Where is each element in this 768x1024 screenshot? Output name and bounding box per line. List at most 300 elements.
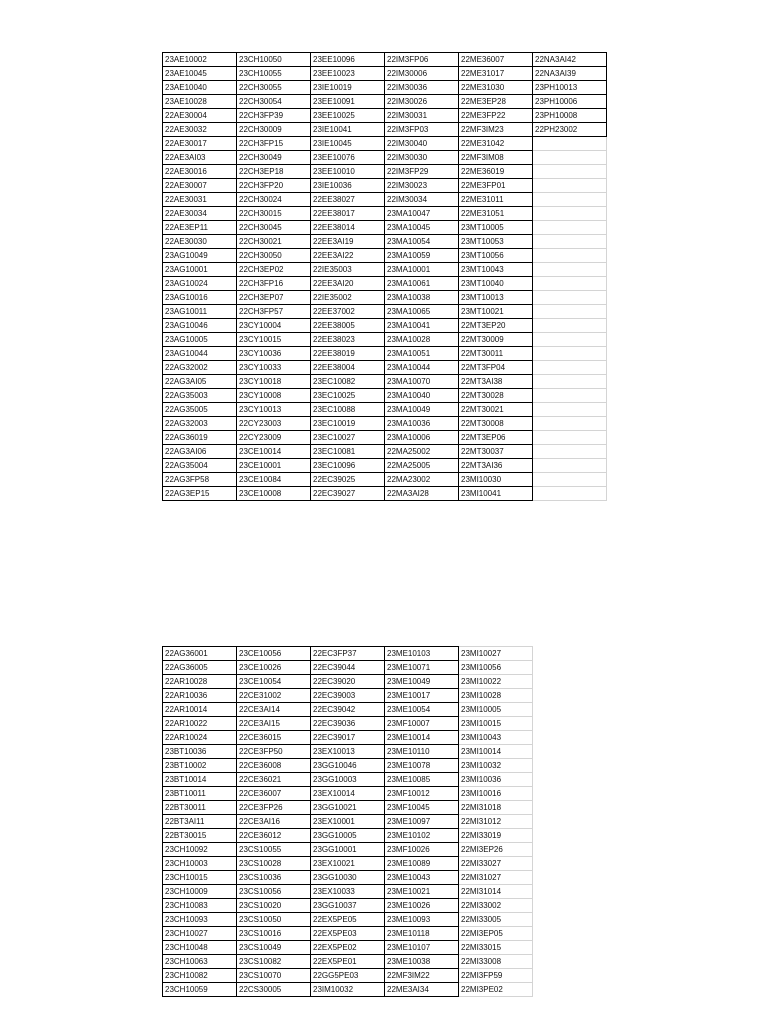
- table-row: [163, 403, 607, 417]
- table-cell: [533, 417, 607, 431]
- table-cell: 23AE10045: [163, 67, 237, 81]
- table-cell: 23IE10045: [311, 137, 385, 151]
- table-cell: 23MI10027: [459, 647, 533, 661]
- roll-number-table-2: [162, 646, 533, 997]
- table-cell: 23CY10008: [237, 389, 311, 403]
- table-cell: 22MF3IM22: [385, 969, 459, 983]
- table-cell: 22AE30007: [163, 179, 237, 193]
- table-cell: 22MT30011: [459, 347, 533, 361]
- table-cell: 22MI33005: [459, 913, 533, 927]
- table-row: [163, 95, 607, 109]
- table-cell: 22CY23003: [237, 417, 311, 431]
- table-cell: 23MA10045: [385, 221, 459, 235]
- table-row: [163, 459, 607, 473]
- table-cell: 22EC39042: [311, 703, 385, 717]
- table-cell: [533, 403, 607, 417]
- table-cell: 22CE36007: [237, 787, 311, 801]
- table-cell: 22EX5PE03: [311, 927, 385, 941]
- table-cell: 22ME3AI34: [385, 983, 459, 997]
- table-cell: 22CH3FP15: [237, 137, 311, 151]
- table-row: [163, 899, 533, 913]
- table-cell: 23CH10055: [237, 67, 311, 81]
- table-cell: [533, 487, 607, 501]
- table-cell: 23MA10006: [385, 431, 459, 445]
- table-cell: 23CE10054: [237, 675, 311, 689]
- table-cell: 23MI10032: [459, 759, 533, 773]
- table-cell: 22CE3AI14: [237, 703, 311, 717]
- table-cell: 23MT10053: [459, 235, 533, 249]
- table-cell: 22MI33027: [459, 857, 533, 871]
- table-cell: 22IM30006: [385, 67, 459, 81]
- table-cell: 22AG32002: [163, 361, 237, 375]
- table-row: [163, 445, 607, 459]
- table-cell: 22CE31002: [237, 689, 311, 703]
- table-cell: 22AG36019: [163, 431, 237, 445]
- table-cell: 22MA3AI28: [385, 487, 459, 501]
- table-row: [163, 885, 533, 899]
- table-cell: 23IE10036: [311, 179, 385, 193]
- roll-number-table-1: [162, 52, 607, 501]
- table-cell: [533, 207, 607, 221]
- table-cell: 22AG3AI06: [163, 445, 237, 459]
- table-cell: 22IE35003: [311, 263, 385, 277]
- table-cell: 22CH3FP16: [237, 277, 311, 291]
- table-cell: 23MF10026: [385, 843, 459, 857]
- table-row: [163, 431, 607, 445]
- table-cell: 22AR10014: [163, 703, 237, 717]
- table-cell: 22CE3AI16: [237, 815, 311, 829]
- table-cell: [533, 445, 607, 459]
- table-cell: 22CH3EP07: [237, 291, 311, 305]
- table-row: [163, 81, 607, 95]
- table-cell: 23PH10008: [533, 109, 607, 123]
- table-cell: [533, 375, 607, 389]
- table-cell: 23MA10049: [385, 403, 459, 417]
- table-cell: 22EE38027: [311, 193, 385, 207]
- table-cell: [533, 473, 607, 487]
- table-cell: 22ME3FP01: [459, 179, 533, 193]
- table-cell: 23MA10040: [385, 389, 459, 403]
- table-cell: 23CH10009: [163, 885, 237, 899]
- table-row: [163, 843, 533, 857]
- table-cell: 23AG10016: [163, 291, 237, 305]
- table-cell: 23ME10043: [385, 871, 459, 885]
- table-cell: 23AE10002: [163, 53, 237, 67]
- table-cell: 23ME10085: [385, 773, 459, 787]
- table-cell: 22EC39027: [311, 487, 385, 501]
- table-cell: 22MI3EP05: [459, 927, 533, 941]
- table-cell: 23MF10045: [385, 801, 459, 815]
- table-cell: 22AG35005: [163, 403, 237, 417]
- table-cell: [533, 277, 607, 291]
- table-row: [163, 787, 533, 801]
- table-row: [163, 487, 607, 501]
- table-cell: 23EX10033: [311, 885, 385, 899]
- table-row: [163, 983, 533, 997]
- table-row: [163, 941, 533, 955]
- table-cell: 22BT30015: [163, 829, 237, 843]
- table-cell: 22IM30026: [385, 95, 459, 109]
- table-cell: 22CE36021: [237, 773, 311, 787]
- table-cell: 22CE3AI15: [237, 717, 311, 731]
- table-row: [163, 417, 607, 431]
- table-row: [163, 689, 533, 703]
- table-cell: 22EE38004: [311, 361, 385, 375]
- table-cell: 22IM3FP03: [385, 123, 459, 137]
- table-cell: 23CH10092: [163, 843, 237, 857]
- table-cell: 23MA10038: [385, 291, 459, 305]
- table-cell: 22AR10022: [163, 717, 237, 731]
- table-cell: 22EE38014: [311, 221, 385, 235]
- table-row: [163, 347, 607, 361]
- table-cell: 22IM30031: [385, 109, 459, 123]
- table-cell: 23AG10049: [163, 249, 237, 263]
- table-cell: [533, 165, 607, 179]
- table-cell: [533, 137, 607, 151]
- table-cell: 23CY10004: [237, 319, 311, 333]
- table-cell: 22EE37002: [311, 305, 385, 319]
- table-cell: 22MI33019: [459, 829, 533, 843]
- table-cell: 23CH10063: [163, 955, 237, 969]
- table-cell: [533, 431, 607, 445]
- table-cell: [533, 235, 607, 249]
- table-cell: 22NA3AI42: [533, 53, 607, 67]
- table-cell: 22EX5PE05: [311, 913, 385, 927]
- table-row: [163, 193, 607, 207]
- table-cell: 23PH10006: [533, 95, 607, 109]
- table-cell: 23GG10037: [311, 899, 385, 913]
- table-cell: 22EC39036: [311, 717, 385, 731]
- table-cell: 23CY10013: [237, 403, 311, 417]
- table-cell: 22MI3EP26: [459, 843, 533, 857]
- table-cell: 23CE10014: [237, 445, 311, 459]
- table-cell: 23MA10001: [385, 263, 459, 277]
- table-cell: 22AR10036: [163, 689, 237, 703]
- table-row: [163, 249, 607, 263]
- table-cell: 23IE10019: [311, 81, 385, 95]
- table-cell: 23MF10012: [385, 787, 459, 801]
- table-cell: 23CE10084: [237, 473, 311, 487]
- table-cell: 23EX10001: [311, 815, 385, 829]
- table-cell: [533, 291, 607, 305]
- table-cell: 23AG10005: [163, 333, 237, 347]
- table-cell: 22EE38019: [311, 347, 385, 361]
- table-cell: 23PH10013: [533, 81, 607, 95]
- table-row: [163, 927, 533, 941]
- table-row: [163, 745, 533, 759]
- table-cell: 22CH30050: [237, 249, 311, 263]
- table-cell: 22CH3EP02: [237, 263, 311, 277]
- table-cell: 23MT10043: [459, 263, 533, 277]
- table-cell: 22MF3IM08: [459, 151, 533, 165]
- table-row: [163, 235, 607, 249]
- table-cell: 23MA10047: [385, 207, 459, 221]
- table-cell: 23AE10040: [163, 81, 237, 95]
- table-row: [163, 389, 607, 403]
- table-cell: 22BT30011: [163, 801, 237, 815]
- table-cell: 22IM30030: [385, 151, 459, 165]
- table-cell: 22AG3EP15: [163, 487, 237, 501]
- table-cell: 23EE10076: [311, 151, 385, 165]
- table-cell: 23MA10059: [385, 249, 459, 263]
- table-cell: 22AE30030: [163, 235, 237, 249]
- table-cell: 22CH30049: [237, 151, 311, 165]
- table-cell: 23EC10082: [311, 375, 385, 389]
- table-cell: 23MI10016: [459, 787, 533, 801]
- table-cell: 22IM30036: [385, 81, 459, 95]
- table-cell: 22MT3EP20: [459, 319, 533, 333]
- table-row: [163, 969, 533, 983]
- table-cell: 22CH30009: [237, 123, 311, 137]
- table-cell: 22ME3FP22: [459, 109, 533, 123]
- table-cell: 23CS10055: [237, 843, 311, 857]
- table-cell: 23GG10005: [311, 829, 385, 843]
- table-row: [163, 473, 607, 487]
- table-row: [163, 109, 607, 123]
- table-cell: 22CH30021: [237, 235, 311, 249]
- table-cell: 23GG10001: [311, 843, 385, 857]
- table-cell: 23CS10016: [237, 927, 311, 941]
- table-cell: 23IM10032: [311, 983, 385, 997]
- table-cell: 23MI10005: [459, 703, 533, 717]
- table-cell: 23MI10041: [459, 487, 533, 501]
- table-cell: 22EE38017: [311, 207, 385, 221]
- table-cell: 23CS10036: [237, 871, 311, 885]
- table-row: [163, 319, 607, 333]
- table-cell: 22MI31018: [459, 801, 533, 815]
- table-row: [163, 675, 533, 689]
- table-cell: 23EE10091: [311, 95, 385, 109]
- table-cell: 22EX5PE01: [311, 955, 385, 969]
- table-row: [163, 333, 607, 347]
- table-cell: 22EC39020: [311, 675, 385, 689]
- table-cell: 23MT10013: [459, 291, 533, 305]
- table-cell: 22MT30037: [459, 445, 533, 459]
- table-cell: 22MT30009: [459, 333, 533, 347]
- table-cell: 22AG35003: [163, 389, 237, 403]
- table-cell: 22ME31030: [459, 81, 533, 95]
- table-cell: 22MI33015: [459, 941, 533, 955]
- table-cell: 22MT3EP06: [459, 431, 533, 445]
- table-cell: 22AG36005: [163, 661, 237, 675]
- table-cell: 23ME10089: [385, 857, 459, 871]
- table-cell: 23CY10033: [237, 361, 311, 375]
- table-cell: 22AG35004: [163, 459, 237, 473]
- table-cell: 23CS10049: [237, 941, 311, 955]
- table-cell: 23MA10028: [385, 333, 459, 347]
- table-cell: 22MA25002: [385, 445, 459, 459]
- table-cell: 22EE38023: [311, 333, 385, 347]
- table-cell: 23IE10041: [311, 123, 385, 137]
- table-cell: 23MA10070: [385, 375, 459, 389]
- table-cell: 22MA25005: [385, 459, 459, 473]
- table-cell: 22ME31017: [459, 67, 533, 81]
- table-cell: 22EE38005: [311, 319, 385, 333]
- table-cell: 23EE10025: [311, 109, 385, 123]
- table-cell: 23CS10020: [237, 899, 311, 913]
- table-cell: [533, 389, 607, 403]
- table-row: [163, 647, 533, 661]
- table-cell: 23BT10002: [163, 759, 237, 773]
- table-row: [163, 165, 607, 179]
- table-cell: 23CS10050: [237, 913, 311, 927]
- table-cell: 23AG10044: [163, 347, 237, 361]
- table-cell: 23CH10003: [163, 857, 237, 871]
- table-cell: [533, 179, 607, 193]
- table-cell: 23BT10014: [163, 773, 237, 787]
- table-cell: 23MA10054: [385, 235, 459, 249]
- table-cell: 22CE36008: [237, 759, 311, 773]
- table-row: [163, 703, 533, 717]
- table-cell: 23CE10026: [237, 661, 311, 675]
- table-cell: 22CH30015: [237, 207, 311, 221]
- table-cell: 22IM30034: [385, 193, 459, 207]
- table-cell: 22EC3FP37: [311, 647, 385, 661]
- table-cell: 22PH23002: [533, 123, 607, 137]
- table-cell: 23EC10019: [311, 417, 385, 431]
- table-cell: 23BT10036: [163, 745, 237, 759]
- table-cell: 22AG3FP58: [163, 473, 237, 487]
- table-cell: 22CH3EP18: [237, 165, 311, 179]
- table-cell: 23CY10036: [237, 347, 311, 361]
- table-cell: 23MI10022: [459, 675, 533, 689]
- table-cell: 23ME10014: [385, 731, 459, 745]
- table-cell: 23ME10107: [385, 941, 459, 955]
- table-cell: 22CS30005: [237, 983, 311, 997]
- table-cell: 22AE30034: [163, 207, 237, 221]
- table-cell: [533, 361, 607, 375]
- table-cell: 23AG10011: [163, 305, 237, 319]
- table-cell: 23MT10021: [459, 305, 533, 319]
- table-cell: [533, 193, 607, 207]
- table-cell: 23GG10030: [311, 871, 385, 885]
- table-cell: 22ME31011: [459, 193, 533, 207]
- table-cell: 22EC39017: [311, 731, 385, 745]
- table-row: [163, 773, 533, 787]
- table-cell: 23CS10056: [237, 885, 311, 899]
- table-cell: 23MT10005: [459, 221, 533, 235]
- table-row: [163, 815, 533, 829]
- table-cell: 23CS10082: [237, 955, 311, 969]
- table-cell: 22IM30040: [385, 137, 459, 151]
- table-cell: 23GG10021: [311, 801, 385, 815]
- table-cell: 23MI10015: [459, 717, 533, 731]
- table-cell: 23MT10056: [459, 249, 533, 263]
- table-cell: 22BT3AI11: [163, 815, 237, 829]
- table-cell: 22CH3FP20: [237, 179, 311, 193]
- table-cell: 23ME10110: [385, 745, 459, 759]
- table-cell: 22CE36012: [237, 829, 311, 843]
- table-cell: 23ME10017: [385, 689, 459, 703]
- table-cell: 22MT30028: [459, 389, 533, 403]
- table-cell: 22MF3IM23: [459, 123, 533, 137]
- table-row: [163, 913, 533, 927]
- table-cell: [533, 151, 607, 165]
- table-cell: 22MT30021: [459, 403, 533, 417]
- table-cell: 23ME10097: [385, 815, 459, 829]
- table-cell: 22ME36007: [459, 53, 533, 67]
- table-cell: 23MI10056: [459, 661, 533, 675]
- table-row: [163, 179, 607, 193]
- table-cell: 23ME10118: [385, 927, 459, 941]
- table-row: [163, 759, 533, 773]
- table-cell: 23MF10007: [385, 717, 459, 731]
- table-cell: 23ME10026: [385, 899, 459, 913]
- table-cell: 23CH10093: [163, 913, 237, 927]
- table-cell: 22CH30024: [237, 193, 311, 207]
- table-cell: 22AR10028: [163, 675, 237, 689]
- table-row: [163, 731, 533, 745]
- table-cell: [533, 459, 607, 473]
- table-cell: 22IM3FP06: [385, 53, 459, 67]
- table-row: [163, 207, 607, 221]
- table-cell: 23BT10011: [163, 787, 237, 801]
- table-cell: 22MI31027: [459, 871, 533, 885]
- table-row: [163, 661, 533, 675]
- table-cell: 23ME10071: [385, 661, 459, 675]
- table-row: [163, 857, 533, 871]
- table-cell: 22AG36001: [163, 647, 237, 661]
- table-cell: 22IE35002: [311, 291, 385, 305]
- table-row: [163, 221, 607, 235]
- table-cell: 23AG10001: [163, 263, 237, 277]
- table-cell: 22CE36015: [237, 731, 311, 745]
- table-cell: [533, 263, 607, 277]
- table-cell: 22GG5PE03: [311, 969, 385, 983]
- table-cell: 23EX10013: [311, 745, 385, 759]
- table-row: [163, 291, 607, 305]
- table-cell: 22AE30004: [163, 109, 237, 123]
- table-cell: 22CH30045: [237, 221, 311, 235]
- table-cell: 22AE3EP11: [163, 221, 237, 235]
- table-cell: [533, 347, 607, 361]
- table-cell: 22AR10024: [163, 731, 237, 745]
- table-cell: 22MI33002: [459, 899, 533, 913]
- table-cell: 22ME3EP28: [459, 95, 533, 109]
- table-cell: 23MA10065: [385, 305, 459, 319]
- table-cell: [533, 305, 607, 319]
- table-cell: 23CE10056: [237, 647, 311, 661]
- table-cell: 23MI10014: [459, 745, 533, 759]
- table-row: [163, 375, 607, 389]
- table-cell: 22ME31051: [459, 207, 533, 221]
- table-cell: 23CH10027: [163, 927, 237, 941]
- table-cell: 23EE10096: [311, 53, 385, 67]
- table-cell: 23GG10046: [311, 759, 385, 773]
- table-cell: [533, 221, 607, 235]
- table-cell: 22MT30008: [459, 417, 533, 431]
- table-row: [163, 137, 607, 151]
- table-cell: 22ME31042: [459, 137, 533, 151]
- table-cell: 22AE30031: [163, 193, 237, 207]
- table-cell: 23ME10021: [385, 885, 459, 899]
- table-row: [163, 829, 533, 843]
- table-cell: 23ME10102: [385, 829, 459, 843]
- table-cell: 23MA10051: [385, 347, 459, 361]
- table-cell: 22EX5PE02: [311, 941, 385, 955]
- table-cell: 23MA10041: [385, 319, 459, 333]
- table-cell: 23MI10036: [459, 773, 533, 787]
- table-cell: 23ME10038: [385, 955, 459, 969]
- table-row: [163, 151, 607, 165]
- table-cell: 23GG10003: [311, 773, 385, 787]
- table-cell: 23CE10001: [237, 459, 311, 473]
- table-cell: 23CH10082: [163, 969, 237, 983]
- table-2-body: [163, 647, 533, 997]
- table-cell: 22AE30032: [163, 123, 237, 137]
- table-cell: 22EC39025: [311, 473, 385, 487]
- table-cell: 23EC10081: [311, 445, 385, 459]
